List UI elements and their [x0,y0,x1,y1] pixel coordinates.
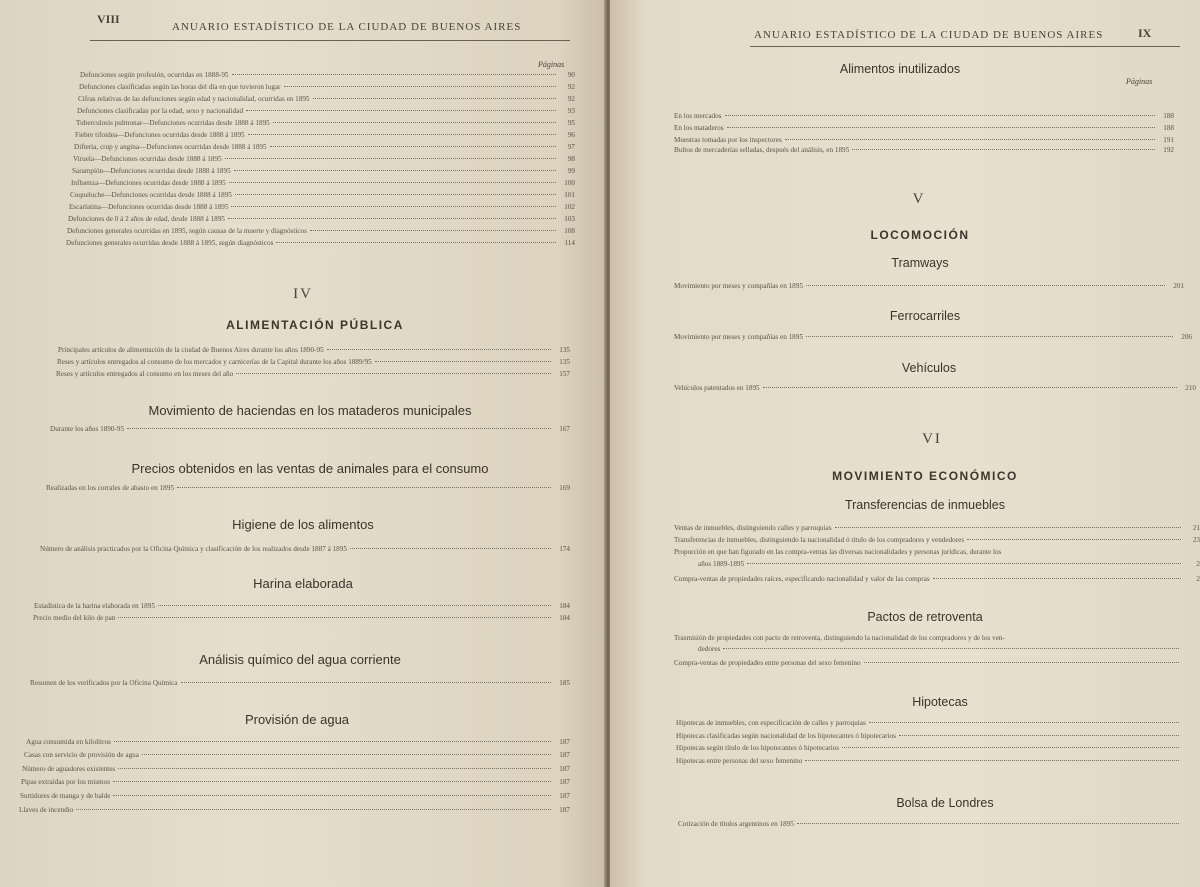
subsection-heading: Precios obtenidos en las ventas de animales para el consumo [131,461,489,476]
toc-entry: Tuberculosis pulmonar—Defunciones ocurridas desde 1888 á 1895 95 [76,119,575,127]
section-number-v: V [912,191,926,207]
toc-entry: En los mercados 188 [674,112,1174,120]
toc-entry: Cotización de títulos argentinos en 1895 [678,820,1198,831]
toc-entry: Estadística de la harina elaborada en 1895 184 [34,602,570,610]
header-rule [90,40,570,41]
toc-entry: Vehículos patentados en 1895 210 [674,384,1196,392]
toc-entry: Principales artículos de alimentación de la ciudad de Buenos Aires durante los años 1890-95 135 [58,346,570,354]
toc-entry: Cifras relativas de las defunciones según edad y nacionalidad, ocurridas en 1895 92 [78,95,575,103]
right-page-number: IX [1138,26,1152,40]
subsection-heading: Ferrocarriles [889,309,961,323]
toc-entry: Hipotecas según título de los hipotecantes ó hipotecarios [676,744,1198,755]
subsection-heading: Higiene de los alimentos [232,517,374,532]
header-rule [750,46,1180,47]
toc-entry: dedores [698,645,1198,656]
toc-entry: Precio medio del kilo de pan 184 [33,614,570,622]
toc-entry: Realizadas en los corrales de abasto en 1895 169 [46,484,570,492]
toc-entry: Hipotecas de inmuebles, con especificación de calles y parroquias [676,719,1198,730]
toc-entry: Surtidores de manga y de balde 187 [20,792,570,800]
toc-entry: Escarlatina—Defunciones ocurridas desde 1888 á 1895 102 [69,203,575,211]
paginas-label: Páginas [1126,77,1153,86]
toc-entry: Número de análisis practicados por la Oficina Química y clasificación de los realizados desde 1887 á 1895 174 [40,545,570,553]
section-title-alimentacion: ALIMENTACIÓN PÚBLICA [226,318,404,332]
toc-entry: Movimiento por meses y compañías en 1895 206 [674,333,1192,341]
toc-entry: Viruela—Defunciones ocurridas desde 1888 á 1895 98 [73,155,575,163]
section-number-vi: VI [922,431,942,447]
toc-entry: Ventas de inmuebles, distinguiendo calles y parroquias 21 [674,524,1200,532]
toc-entry: Muestras tomadas por los inspectores 191 [674,136,1174,144]
subsection-heading: Transferencias de inmuebles [844,498,1006,512]
subsection-heading: Provisión de agua [244,712,350,727]
toc-entry: Bultos de mercaderías selladas, después del análisis, en 1895 192 [674,146,1174,154]
toc-entry: Durante los años 1890-95 167 [50,425,570,433]
toc-entry: Agua consumida en kilolitros 187 [26,738,570,746]
toc-entry: Fiebre tifoidea—Defunciones ocurridas desde 1888 á 1895 96 [75,131,575,139]
toc-entry: Transferencias de inmuebles, distinguiendo la nacionalidad ó título de los compradores y vendedores 23 [674,536,1200,544]
toc-entry: Defunciones generales ocurridas desde 1888 á 1895, según diagnósticos 114 [66,239,575,247]
section-title-movimiento-economico: MOVIMIENTO ECONÓMICO [832,469,1018,483]
toc-entry: Defunciones según profesión, ocurridas en 1888-95 90 [80,71,575,79]
subsection-heading: Pactos de retroventa [867,610,983,624]
toc-entry: Hipotecas clasificadas según nacionalidad de los hipotecantes ó hipotecarios [676,732,1198,743]
toc-entry: Sarampión—Defunciones ocurridas desde 1888 á 1895 99 [72,167,575,175]
toc-entry: Coqueluche—Defunciones ocurridas desde 1888 á 1895 101 [70,191,575,199]
toc-entry-text: Proporción en que han figurado en las compra-ventas las diversas nacionalidades y personas jurídicas, durante los [674,548,1002,556]
toc-entry: Reses y artículos entregados al consumo de los mercados y carnicerías de la Capital durante los años 1889/95 135 [57,358,570,366]
section-number-iv: IV [293,286,313,302]
toc-entry: Compra-ventas de propiedades raíces, especificando nacionalidad y valor de las compras 2 [674,575,1200,583]
toc-entry: Defunciones de 0 á 2 años de edad, desde 1888 á 1895 103 [68,215,575,223]
subsection-heading: Hipotecas [912,695,968,709]
toc-entry: En los mataderos 188 [674,124,1174,132]
toc-entry: Casas con servicio de provisión de agua 187 [24,751,570,759]
section-title-locomocion: LOCOMOCIÓN [870,228,970,242]
toc-entry: Resumen de los verificados por la Oficina Química 185 [30,679,570,687]
subsection-heading: Alimentos inutilizados [839,62,961,76]
toc-entry: Compra-ventas de propiedades entre personas del sexo femenino [674,659,1198,670]
toc-entry: Reses y artículos entregados al consumo en los meses del año 157 [56,370,570,378]
paginas-label: Páginas [538,60,565,69]
toc-entry: Defunciones clasificadas por la edad, sexo y nacionalidad 93 [77,107,575,115]
toc-entry: Pipas extraídas por los mismos 187 [21,778,570,786]
subsection-heading: Movimiento de haciendas en los mataderos municipales [148,403,472,418]
left-page-number: VIII [97,12,120,26]
subsection-heading: Análisis químico del agua corriente [199,652,401,667]
toc-entry: Difteria, crup y angina—Defunciones ocurridas desde 1888 á 1895 97 [74,143,575,151]
right-running-head: ANUARIO ESTADÍSTICO DE LA CIUDAD DE BUENOS AIRES [754,29,1104,41]
right-page [610,0,1200,887]
toc-entry: Hipotecas entre personas del sexo femenino [676,757,1198,768]
subsection-heading: Bolsa de Londres [896,796,994,810]
toc-entry: Movimiento por meses y compañías en 1895 201 [674,282,1184,290]
toc-entry: Influenza—Defunciones ocurridas desde 1888 á 1895 100 [71,179,575,187]
subsection-heading: Harina elaborada [253,576,353,591]
toc-entry: Llaves de incendio 187 [19,806,570,814]
toc-entry: Número de aguadores existentes 187 [22,765,570,773]
toc-entry: Defunciones generales ocurridas en 1895, según causas de la muerte y diagnósticos 108 [67,227,575,235]
subsection-heading: Tramways [891,256,949,270]
left-running-head: ANUARIO ESTADÍSTICO DE LA CIUDAD DE BUENOS AIRES [172,21,522,33]
toc-entry: Defunciones clasificadas según las horas del día en que tuvieron lugar 92 [79,83,575,91]
subsection-heading: Vehículos [901,361,957,375]
toc-entry: años 1889-1895 2 [698,560,1200,568]
toc-entry-text: Trasmisión de propiedades con pacto de retroventa, distinguiendo la nacionalidad de los compradores y de los ven- [674,634,1005,642]
